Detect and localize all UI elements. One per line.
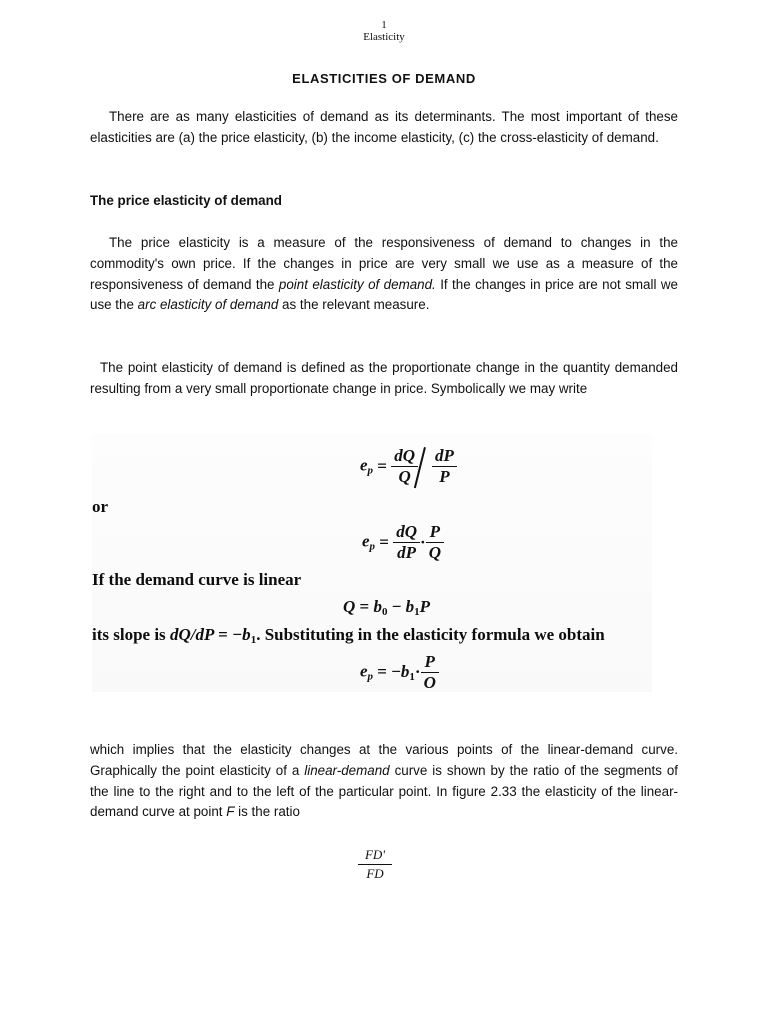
para2-italic-2: arc elasticity of demand: [137, 297, 279, 313]
price-elasticity-paragraph: [90, 233, 678, 316]
eq2-den2: Q: [426, 542, 444, 563]
eq4-coef: b: [400, 662, 410, 681]
eq4-den: O: [421, 672, 439, 693]
equation-point-elasticity: $e_p$ = $\frac{dQ}{Q}$ $\frac{dP}{P}$: [360, 446, 457, 487]
para4-text-2: curve is shown by the ratio of the segments of the line to the right and to the left of the particular point. In figure 2.33 the elasticity of the linear-demand curve at point: [90, 762, 678, 820]
eq2-den1: dP: [393, 542, 420, 563]
para2-text-1: The price elasticity is a measure of the responsiveness of demand to changes in the commodity's own price. If the changes in price are very small we use as a measure of the responsiveness of demand the: [90, 235, 678, 292]
equation-linear-elasticity: $e_p = -b_1\cdot$ $\frac{P}{O}$: [360, 652, 439, 693]
eq4-num: P: [424, 652, 435, 671]
eq3-b1: b: [405, 597, 415, 616]
eq3-lhs: Q: [343, 597, 356, 616]
intro-paragraph: There are as many elasticities of demand as its determinants. The most important of these elasticities are (a) the price elasticity, (b) the income elasticity, (c) the cross-elasticity of demand.: [90, 109, 678, 145]
page-number: 1: [381, 19, 387, 31]
eq2-num2: P: [429, 522, 441, 541]
para4-italic-2: F: [226, 804, 235, 820]
point-elasticity-paragraph: The point elasticity of demand is defined as the proportionate change in the quantity demanded resulting from a very small proportionate change in price. Symbolically we may write: [90, 360, 678, 396]
or-text: or: [92, 497, 109, 516]
eq4-coef-sub: 1: [409, 671, 415, 683]
slope-text: [92, 625, 605, 646]
slope-prefix: its slope is: [92, 625, 170, 644]
section-heading: The price elasticity of demand: [90, 193, 282, 208]
eq3-var: P: [419, 597, 431, 616]
linear-curve-text: If the demand curve is linear: [92, 570, 302, 589]
ratio-numerator: FD': [364, 847, 386, 862]
ratio-formula: [340, 846, 410, 883]
eq2-num1: dQ: [396, 522, 418, 541]
para2-text-2: If the changes in price are not small we use the: [90, 276, 678, 313]
eq1-lhs: e: [360, 455, 368, 475]
slope-expr: dQ/dP = −b: [169, 625, 251, 644]
eq1-lhs-sub: p: [367, 464, 374, 477]
slope-suffix: . Substituting in the elasticity formula we obtain: [256, 625, 605, 644]
eq1-den1: Q: [391, 466, 418, 487]
eq1-num1: dQ: [394, 446, 416, 465]
eq1-num2: dP: [435, 446, 454, 465]
eq3-b0-sub: 0: [381, 606, 388, 618]
para2-italic-1: point elasticity of demand.: [278, 276, 436, 292]
running-title: Elasticity: [363, 31, 405, 43]
eq4-lhs-sub: p: [367, 670, 374, 683]
para4-text-3: is the ratio: [234, 804, 300, 820]
para2-text-3: as the relevant measure.: [278, 297, 430, 313]
eq1-den2: P: [432, 466, 457, 487]
slope-sub: 1: [250, 634, 257, 646]
eq3-b0: b: [373, 597, 382, 616]
eq3-b1-sub: 1: [414, 606, 420, 618]
document-title: ELASTICITIES OF DEMAND: [292, 71, 476, 86]
eq2-lhs-sub: p: [369, 540, 376, 553]
para4-text-1: which implies that the elasticity changes at the various points of the linear-demand curve. Graphically the point elasticity of a: [90, 742, 678, 778]
eq4-lhs: e: [360, 661, 368, 681]
ratio-denominator: FD: [358, 864, 392, 883]
para4-italic-1: linear-demand: [304, 762, 390, 778]
equation-point-elasticity-alt: $e_p$ = $\frac{dQ}{dP}$ · $\frac{P}{Q}$: [362, 522, 444, 563]
eq2-lhs: e: [362, 531, 370, 551]
linear-demand-paragraph: [90, 740, 678, 823]
equation-linear-demand: $Q = b_0 - b_1P$: [343, 597, 431, 618]
